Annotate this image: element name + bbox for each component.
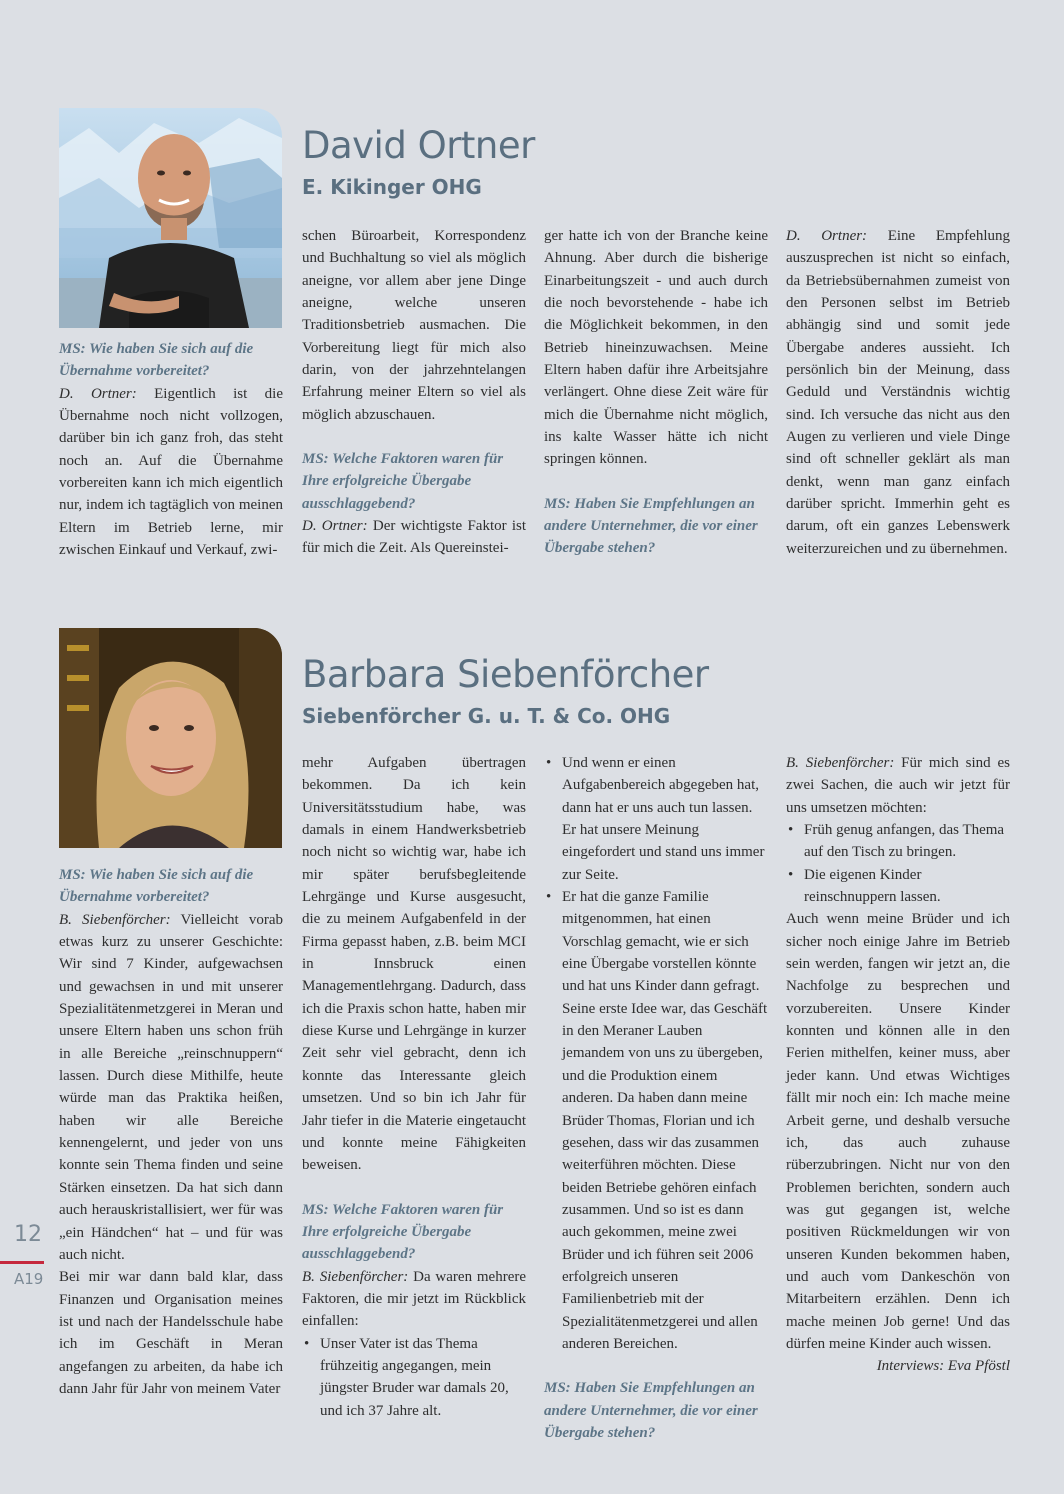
bullet-list: [786, 819, 1010, 908]
list-item: • Unser Vater ist das Thema frühzeitig angegangen, mein jüngster Bruder war damals 20, und ich 37 Jahre alt.: [320, 1333, 526, 1422]
column-1: [59, 864, 283, 1400]
speaker-label: B. Siebenförcher:: [302, 1268, 409, 1285]
column-4: [786, 225, 1010, 560]
speaker-label: B. Siebenförcher:: [786, 755, 895, 771]
bullet-list: [544, 752, 768, 1355]
interviewee-name: Barbara Siebenförcher: [302, 653, 709, 696]
answer-paragraph: [786, 225, 1010, 560]
answer-text: ger hatte ich von der Branche keine Ahnung. Aber durch die bisherige Einarbeitungszeit - und auch durch die noch bevorstehende - habe ich die Möglichkeit bekommen, in den Betrieb hineinzuwachsen. Meine Eltern haben dafür ihre Arbeitsjahre verlängert. Ohne diese Zeit wäre für mich die Übernahme nicht möglich, ins kalte Wasser hätte ich nicht springen können.: [544, 228, 768, 468]
page-number: 12: [14, 1222, 42, 1247]
answer-paragraph: [786, 752, 1010, 819]
answer-paragraph: [302, 1266, 526, 1333]
answer-text: Für mich sind es zwei Sachen, die auch wir jetzt für uns umsetzen möchten:: [786, 755, 1010, 816]
portrait-barbara-siebenfoercher: [59, 628, 282, 848]
column-4: [786, 752, 1010, 1378]
answer-text: Da waren mehrere Faktoren, die mir jetzt im Rückblick einfallen:: [302, 1268, 527, 1330]
interview-question: MS: Haben Sie Empfehlungen an andere Unternehmer, die vor einer Übergabe stehen?: [544, 1380, 758, 1441]
company-name: E. Kikinger OHG: [302, 175, 482, 199]
interview-question: MS: Wie haben Sie sich auf die Übernahme vorbereitet?: [59, 341, 254, 380]
answer-text: mehr Aufgaben übertragen bekommen. Da ich kein Universitätsstudium habe, was damals in einem Handwerksbetrieb noch nicht so wichtig war, habe ich mir später berufsbegleitende Lehrgänge und Kurse ausgesucht, die zu meinem Aufgabenfeld in der Firma gepasst haben, z.B. beim MCI in Innsbruck einen Managementlehrgang. Dadurch, dass ich die Praxis schon hatte, haben mir diese Kurse und Lehrgänge in kurzer Zeit sehr viel gebracht, denn ich konnte das Interessante gleich umsetzen. Und so bin ich Jahr für Jahr tiefer in die Materie eingetaucht und konnte meine Fähigkeiten beweisen.: [302, 755, 526, 1174]
answer-paragraph: [302, 515, 526, 560]
answer-text: Eigentlich ist die Übernahme noch nicht vollzogen, darüber bin ich ganz froh, das steht noch an. Auf die Übernahme vorbereiten kann ich mich eigentlich nur, indem ich tagtäglich von meinen Eltern im Betrieb lerne, mir zwischen Einkauf und Verkauf, zwi-: [59, 385, 283, 559]
column-3: [544, 225, 768, 560]
portrait-david-ortner: [59, 108, 282, 328]
interview-credit: Interviews: Eva Pföstl: [876, 1358, 1010, 1375]
answer-text: Bei mir war dann bald klar, dass Finanzen und Organisation meines ist und nach der Handelsschule habe ich im Geschäft in Meran angefangen zu arbeiten, da habe ich dann Jahr für Jahr von meinem Vater: [59, 1269, 283, 1397]
column-3: [544, 752, 768, 1444]
bullet-list: [302, 1333, 526, 1422]
interview-question: MS: Wie haben Sie sich auf die Übernahme vorbereitet?: [59, 867, 254, 906]
answer-text: Auch wenn meine Brüder und ich sicher noch einige Jahre im Betrieb sein werden, fangen wir jetzt an, die Nachfolge zu besprechen und vorzubereiten. Unsere Kinder konnten und können alle in den Ferien mithelfen, keiner muss, aber jeder kann. Und etwas Wichtiges fällt mir noch ein: Ich mache meine Arbeit gerne, und deshalb versuche ich, das auch zuhause rüberzubringen. Nicht nur von den Problemen berichten, sondern auch was gut gegangen ist, welche positiven Rückmeldungen wir von unseren Kunden bekommen haben, und auch vom Dankeschön von Mitarbeitern erzählen. Denn ich mache meinen Job gerne! Und das dürfen meine Kinder auch wissen.: [786, 911, 1010, 1352]
page-divider: [0, 1261, 44, 1264]
answer-text: Vielleicht vorab etwas kurz zu unserer Geschichte: Wir sind 7 Kinder, aufgewachsen und gewachsen in und mit unserer Spezialitätenmetzgerei in Meran und unsere Eltern haben uns schon früh in alle Bereiche „reinschnuppern“ lassen. Durch diese Mithilfe, heute würde man das Praktika heißen, haben wir alle Bereiche kennengelernt, und jeder von uns konnte sein Thema finden und seine Stärken einsetzen. Da hat sich dann auch herauskristallisiert, wer für was „ein Händchen“ hat – und für was auch nicht.: [59, 911, 283, 1263]
column-2: [302, 752, 526, 1422]
column-2: [302, 225, 526, 560]
issue-label: A19: [14, 1270, 44, 1288]
answer-text: Eine Empfehlung auszusprechen ist nicht so einfach, da Betriebsübernahmen zumeist von den Personen selbst im Betrieb abhängig sind und somit jede Übergabe anderes aussieht. Ich persönlich bin der Meinung, dass Geduld und Verständnis wichtig sind. Ich versuche das nicht aus den Augen zu verlieren und viele Dinge sind oft schneller geklärt als man denkt, wenn man ganz einfach darüber spricht. Immerhin geht es darum, oft ein ganzes Lebenswerk weiterzureichen und zu übernehmen.: [786, 228, 1010, 557]
answer-text: schen Büroarbeit, Korrespondenz und Buchhaltung so viel als möglich aneigne, vor allem aber jene Dinge aneigne, welche unseren Traditionsbetrieb ausmachen. Die Vorbereitung liegt für mich also darin, von der jahrzehntelangen Erfahrung meiner Eltern so viel als möglich abzuschauen.: [302, 228, 526, 423]
speaker-label: B. Siebenförcher:: [59, 911, 171, 928]
answer-paragraph: [59, 909, 283, 1267]
list-item: • Die eigenen Kinder reinschnuppern lassen.: [804, 864, 1010, 909]
interviewee-name: David Ortner: [302, 124, 535, 167]
interview-question: MS: Welche Faktoren waren für Ihre erfolgreiche Übergabe ausschlaggebend?: [302, 1201, 504, 1263]
list-item: • Er hat die ganze Familie mitgenommen, hat einen Vorschlag gemacht, wie er sich eine Übergabe vorstellen könnte und hat uns Kinder dann gefragt. Seine erste Idee war, das Geschäft in den Meraner Lauben jemandem von uns zu übergeben, und die Produktion einem anderen. Da haben dann meine Brüder Thomas, Florian und ich gesehen, dass wir das zusammen weiterführen möchten. Diese beiden Betriebe gehören einfach zusammen. Und so ist es dann auch gekommen, meine zwei Brüder und ich führen seit 2006 erfolgreich unseren Familienbetrieb mit der Spezialitätenmetzgerei und allen anderen Bereichen.: [562, 886, 768, 1355]
company-name: Siebenförcher G. u. T. & Co. OHG: [302, 704, 671, 728]
answer-text: Der wichtigste Faktor ist für mich die Zeit. Als Quereinstei-: [302, 518, 526, 557]
interview-question: MS: Welche Faktoren waren für Ihre erfolgreiche Übergabe ausschlaggebend?: [302, 451, 504, 512]
answer-paragraph: [59, 383, 283, 562]
speaker-label: D. Ortner:: [59, 385, 137, 402]
column-1: [59, 338, 283, 561]
speaker-label: D. Ortner:: [786, 228, 868, 244]
list-item: • Früh genug anfangen, das Thema auf den Tisch zu bringen.: [804, 819, 1010, 864]
interview-question: MS: Haben Sie Empfehlungen an andere Unternehmer, die vor einer Übergabe stehen?: [544, 495, 758, 557]
speaker-label: D. Ortner:: [302, 518, 368, 535]
list-item: • Und wenn er einen Aufgabenbereich abgegeben hat, dann hat er uns auch tun lassen. Er hat unsere Meinung eingefordert und stand uns immer zur Seite.: [562, 752, 768, 886]
